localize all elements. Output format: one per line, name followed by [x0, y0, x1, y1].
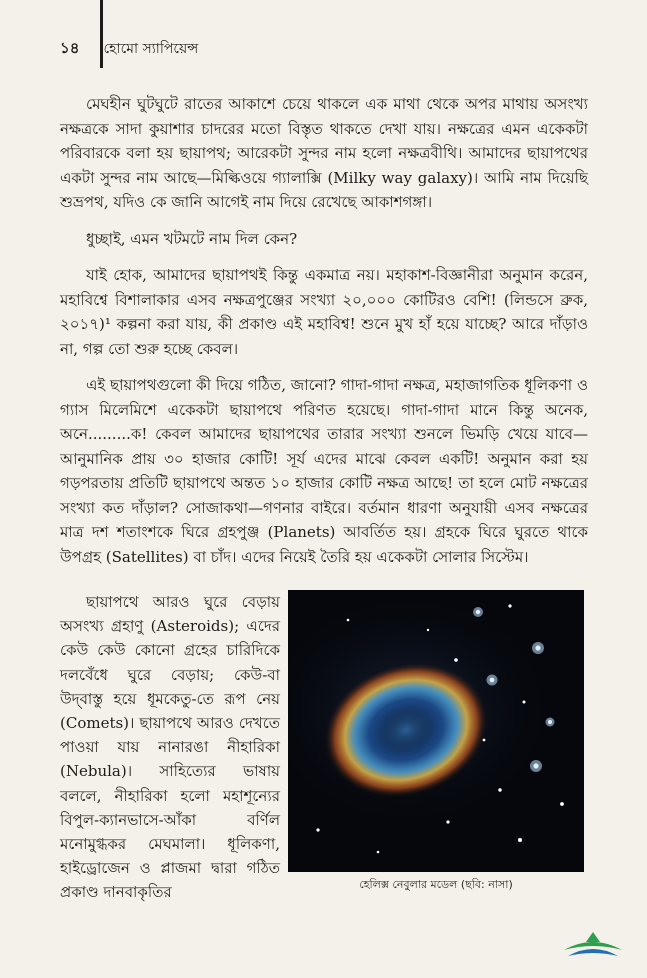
side-column	[60, 590, 280, 905]
figure-caption: হেলিক্স নেবুলার মডেল (ছবি: নাসা)	[359, 878, 513, 891]
page-number: ১৪	[60, 38, 80, 57]
side-paragraph: ছায়াপথে আরও ঘুরে বেড়ায় অসংখ্য গ্রহাণু (Asteroids); এদের কেউ কেউ কোনো গ্রহের চারিদিকে দলবেঁধে ঘুরে বেড়ায়; কেউ-বা উদ্‌বাস্তু হয়ে ধূমকেতু-তে রূপ নেয় (Comets)। ছায়াপথে আরও দেখতে পাওয়া যায় নানারঙা নীহারিকা (Nebula)। সাহিত্যের ভাষায় বললে, নীহারিকা হলো মহাশূন্যের বিপুল-ক্যানভাসে-আঁকা বর্ণিল মনোমুগ্ধকর মেঘমালা। ধূলিকণা, হাইড্রোজেন ও প্লাজমা দ্বারা গঠিত প্রকাণ্ড দানবাকৃতির	[60, 593, 280, 902]
paragraph: মেঘহীন ঘুটঘুটে রাতের আকাশে চেয়ে থাকলে এক মাথা থেকে অপর মাথায় অসংখ্য নক্ষত্রকে সাদা কুয়াশার চাদরের মতো বিস্তৃত থাকতে দেখা যায়। নক্ষত্রের এমন একেকটা পরিবারকে বলা হয় ছায়াপথ; আরেকটা সুন্দর নাম হলো নক্ষত্রবীথি। আমাদের ছায়াপথের একটা সুন্দর নাম আছে—মিল্কিওয়ে গ্যালাক্সি (Milky way galaxy)। আমি নাম দিয়েছি শুভ্রপথ, যদিও কে জানি আগেই নাম দিয়ে রেখেছে আকাশগঙ্গা।	[60, 95, 588, 211]
publisher-logo	[560, 928, 626, 964]
body-text	[60, 92, 588, 569]
text-with-figure	[60, 590, 588, 920]
helix-nebula-image	[288, 590, 584, 872]
running-header	[60, 38, 198, 60]
running-title: হোমো স্যাপিয়েন্স	[103, 41, 199, 57]
paragraph: যাই হোক, আমাদের ছায়াপথই কিন্তু একমাত্র নয়। মহাকাশ-বিজ্ঞানীরা অনুমান করেন, মহাবিশ্বে বিশালাকার এসব নক্ষত্রপুঞ্জের সংখ্যা ২০,০০০ কোটিরও বেশি! (লিন্ডসে ব্রুক, ২০১৭)¹ কল্পনা করা যায়, কী প্রকাণ্ড এই মহাবিশ্ব! শুনে মুখ হাঁ হয়ে যাচ্ছে? আরে দাঁড়াও না, গল্প তো শুরু হচ্ছে কেবল।	[60, 266, 588, 358]
paragraph: ধুচ্ছাই, এমন খটমটে নাম দিল কেন?	[86, 229, 298, 248]
figure	[288, 590, 584, 895]
paragraph: এই ছায়াপথগুলো কী দিয়ে গঠিত, জানো? গাদা-গাদা নক্ষত্র, মহাজাগতিক ধূলিকণা ও গ্যাস মিলেমিশে একেকটা ছায়াপথে পরিণত হয়েছে। গাদা-গাদা মানে কিন্তু অনেক, অনে.........ক! কেবল আমাদের ছায়াপথের তারার সংখ্যা শুনলে ভিমড়ি খেয়ে যাবে—আনুমানিক প্রায় ৩০ হাজার কোটি! সূর্য এদের মাঝে কেবল একটি! অনুমান করা হয় গড়পরতায় প্রতিটি ছায়াপথে অন্তত ১০ হাজার কোটি নক্ষত্র আছে! তা হলে মোট নক্ষত্রের সংখ্যা কত দাঁড়াল? সোজাকথা—গণনার বাইরে। বর্তমান ধারণা অনুযায়ী এসব নক্ষত্রের মাত্র দশ শতাংশকে ঘিরে গ্রহপুঞ্জ (Planets) আবর্তিত হয়। গ্রহকে ঘিরে ঘুরতে থাকে উপগ্রহ (Satellites) বা চাঁদ। এদের নিয়েই তৈরি হয় একেকটা সোলার সিস্টেম।	[60, 376, 588, 566]
